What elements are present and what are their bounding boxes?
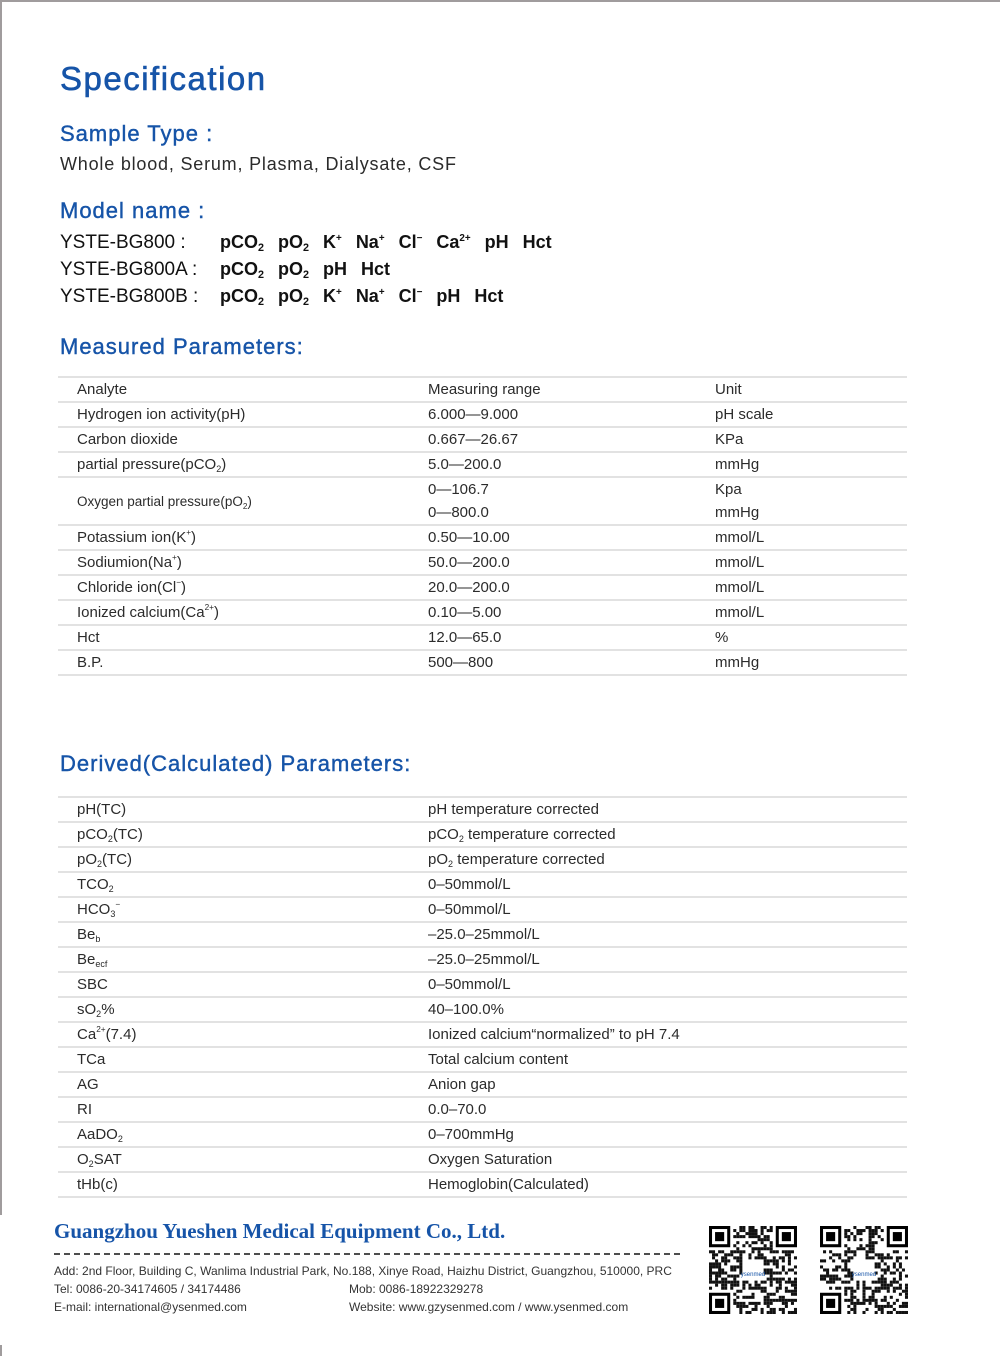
qr-logo-text: ysenmed [851, 1272, 877, 1279]
table-row [58, 797, 907, 822]
range-cell: 0—800.0 [409, 501, 696, 525]
table-row [58, 550, 907, 575]
model-parameter: Cl− [398, 286, 423, 306]
table-row [58, 1022, 907, 1047]
page-title: Specification [60, 60, 267, 97]
table-row [58, 625, 907, 650]
model-parameter: Hct [361, 259, 391, 279]
table-row [58, 997, 907, 1022]
table-row [58, 427, 907, 452]
measured-parameters-table [58, 376, 907, 676]
website-link[interactable]: Website: www.gzysenmed.com / www.ysenmed.com [349, 1300, 629, 1314]
table-row [58, 822, 907, 847]
model-parameter: Hct [474, 286, 504, 306]
column-header-range: Measuring range [409, 377, 696, 402]
parameter-cell: pCO$_2$(TC) [58, 822, 409, 847]
model-parameters [220, 286, 503, 307]
model-parameter: Na+ [355, 286, 385, 306]
parameter-cell: tHb(c) [58, 1172, 409, 1197]
parameter-cell: $O_2SAT$ [58, 1147, 409, 1172]
qr-code-icon [709, 1226, 797, 1314]
company-name: Guangzhou Yueshen Medical Equipment Co., Ltd. [54, 1219, 506, 1243]
description-cell: Total calcium content [409, 1047, 907, 1072]
unit-cell: Kpa [715, 481, 742, 498]
description-cell: –25.0–25mmol/L [409, 947, 907, 972]
range-cell: 12.0—65.0 [409, 625, 696, 650]
column-header-unit: Unit [696, 377, 907, 402]
range-cell: 5.0—200.0 [409, 452, 696, 477]
table-row [58, 1122, 907, 1147]
parameter-cell: SBC [58, 972, 409, 997]
parameter-cell: $Be_{ecf}$ [58, 947, 409, 972]
model-parameter: pH [484, 232, 509, 252]
model-parameter: pCO$_2$ [220, 232, 265, 254]
table-row [58, 650, 907, 675]
dashed-divider [54, 1253, 680, 1255]
table-row [58, 452, 907, 477]
column-header-analyte: Analyte [58, 377, 409, 402]
description-cell: 0–50mmol/L [409, 872, 907, 897]
model-parameters [220, 259, 390, 280]
table-row [58, 1072, 907, 1097]
derived-parameters-table [58, 796, 907, 1198]
mobile-text: Mob: 0086-18922329278 [349, 1282, 484, 1296]
parameter-cell: $HCO_3^-$ [58, 897, 409, 922]
tel-text: Tel: 0086-20-34174605 / 34174486 [54, 1282, 241, 1296]
page-border-top [0, 0, 1000, 2]
unit-cell: mmHg [696, 650, 907, 675]
table-header-row [58, 377, 907, 402]
page-border-left-bottom [0, 1345, 2, 1356]
derived-parameters-heading: Derived(Calculated) Parameters: [60, 751, 412, 776]
table-row [58, 922, 907, 947]
range-cell: 50.0—200.0 [409, 550, 696, 575]
analyte-cell: Hct [58, 625, 409, 650]
table-row [58, 947, 907, 972]
description-cell: 40–100.0% [409, 997, 907, 1022]
description-cell: Oxygen Saturation [409, 1147, 907, 1172]
unit-cell: % [696, 625, 907, 650]
model-parameter: $pO_2$ [278, 259, 310, 281]
analyte-cell: Potassium ion(K+) [58, 525, 409, 550]
sample-type-text: Whole blood, Serum, Plasma, Dialysate, CSF [60, 154, 457, 174]
parameter-cell: AaDO$_2$ [58, 1122, 409, 1147]
analyte-cell: Oxygen partial $pressure(pO_2)$ [58, 477, 409, 525]
range-cell: 0.667—26.67 [409, 427, 696, 452]
email-link[interactable]: E-mail: international@ysenmed.com [54, 1300, 247, 1314]
unit-cell: mmol/L [696, 550, 907, 575]
range-cell: 0—106.7 [428, 481, 489, 498]
unit-cell: mmol/L [696, 600, 907, 625]
unit-cell: KPa [696, 427, 907, 452]
model-parameter: pCO$_2$ [220, 259, 265, 281]
unit-cell: mmol/L [696, 575, 907, 600]
range-cell: 500—800 [409, 650, 696, 675]
unit-cell: mmHg [696, 501, 907, 525]
model-row [60, 286, 552, 313]
measured-parameters-heading: Measured Parameters: [60, 334, 304, 359]
analyte-cell: partial pressure(pCO$_2$) [58, 452, 409, 477]
model-parameter: K+ [323, 232, 342, 252]
model-name-heading: Model name : [60, 198, 206, 223]
address-text: Add: 2nd Floor, Building C, Wanlima Industrial Park, No.188, Xinye Road, Haizhu District, Guangzhou, 510000, PRC [54, 1264, 672, 1278]
analyte-cell: Sodiumion(Na+) [58, 550, 409, 575]
model-row [60, 232, 552, 259]
parameter-cell: $pO_2(TC)$ [58, 847, 409, 872]
table-row [58, 1172, 907, 1197]
analyte-cell: Hydrogen ion activity(pH) [58, 402, 409, 427]
parameter-cell: AG [58, 1072, 409, 1097]
parameter-cell: $sO_2\%$ [58, 997, 409, 1022]
model-parameter: $pO_2$ [278, 286, 310, 308]
range-cell: 20.0—200.0 [409, 575, 696, 600]
model-parameter: $pO_2$ [278, 232, 310, 254]
parameter-cell: pH(TC) [58, 797, 409, 822]
model-list [60, 232, 552, 313]
table-row [58, 600, 907, 625]
description-cell: Anion gap [409, 1072, 907, 1097]
parameter-cell: RI [58, 1097, 409, 1122]
analyte-cell: Carbon dioxide [58, 427, 409, 452]
table-row [58, 872, 907, 897]
model-parameters [220, 232, 552, 253]
model-parameter: pCO$_2$ [220, 286, 265, 308]
table-row [58, 575, 907, 600]
unit-cell: mmHg [696, 452, 907, 477]
model-parameter: pH [323, 259, 348, 279]
model-parameter: K+ [323, 286, 342, 306]
description-cell: pH temperature corrected [409, 797, 907, 822]
model-parameter: Cl− [398, 232, 423, 252]
description-cell: Ionized calcium“normalized” to pH 7.4 [409, 1022, 907, 1047]
parameter-cell: $Ca^{2+}(7.4)$ [58, 1022, 409, 1047]
page-border-left [0, 0, 2, 1215]
model-parameter: Hct [522, 232, 552, 252]
unit-cell: pH scale [696, 402, 907, 427]
description-cell: $pO_2$ temperature corrected [409, 847, 907, 872]
parameter-cell: TCa [58, 1047, 409, 1072]
qr-logo-text: ysenmed [740, 1272, 766, 1279]
description-cell: 0–50mmol/L [409, 897, 907, 922]
model-parameter: pH [436, 286, 461, 306]
description-cell: 0–50mmol/L [409, 972, 907, 997]
model-parameter: Na+ [355, 232, 385, 252]
range-cell: 0.50—10.00 [409, 525, 696, 550]
description-cell: 0–700mmHg [409, 1122, 907, 1147]
analyte-cell: Chloride ion(Cl−) [58, 575, 409, 600]
description-cell: Hemoglobin(Calculated) [409, 1172, 907, 1197]
table-row [58, 402, 907, 427]
sample-type-heading: Sample Type : [60, 121, 214, 146]
qr-code-icon [820, 1226, 908, 1314]
table-row [58, 1147, 907, 1172]
model-name: YSTE-BG800A : [60, 259, 198, 280]
description-cell: pCO$_2$ temperature corrected [409, 822, 907, 847]
table-row [58, 1097, 907, 1122]
parameter-cell: $TCO_2$ [58, 872, 409, 897]
table-row [58, 972, 907, 997]
table-row [58, 477, 907, 501]
unit-cell: mmol/L [696, 525, 907, 550]
table-row [58, 1047, 907, 1072]
description-cell: 0.0–70.0 [409, 1097, 907, 1122]
model-row [60, 259, 552, 286]
model-name: YSTE-BG800B : [60, 286, 199, 307]
range-cell: 6.000—9.000 [409, 402, 696, 427]
analyte-cell: B.P. [58, 650, 409, 675]
description-cell: –25.0–25mmol/L [409, 922, 907, 947]
model-name: YSTE-BG800 : [60, 232, 186, 253]
range-cell: 0.10—5.00 [409, 600, 696, 625]
table-row [58, 897, 907, 922]
table-row [58, 525, 907, 550]
table-row [58, 847, 907, 872]
analyte-cell: Ionized $calcium(Ca^{2+})$ [58, 600, 409, 625]
model-parameter: $Ca^{2+}$ [436, 232, 471, 252]
parameter-cell: $Be_b$ [58, 922, 409, 947]
